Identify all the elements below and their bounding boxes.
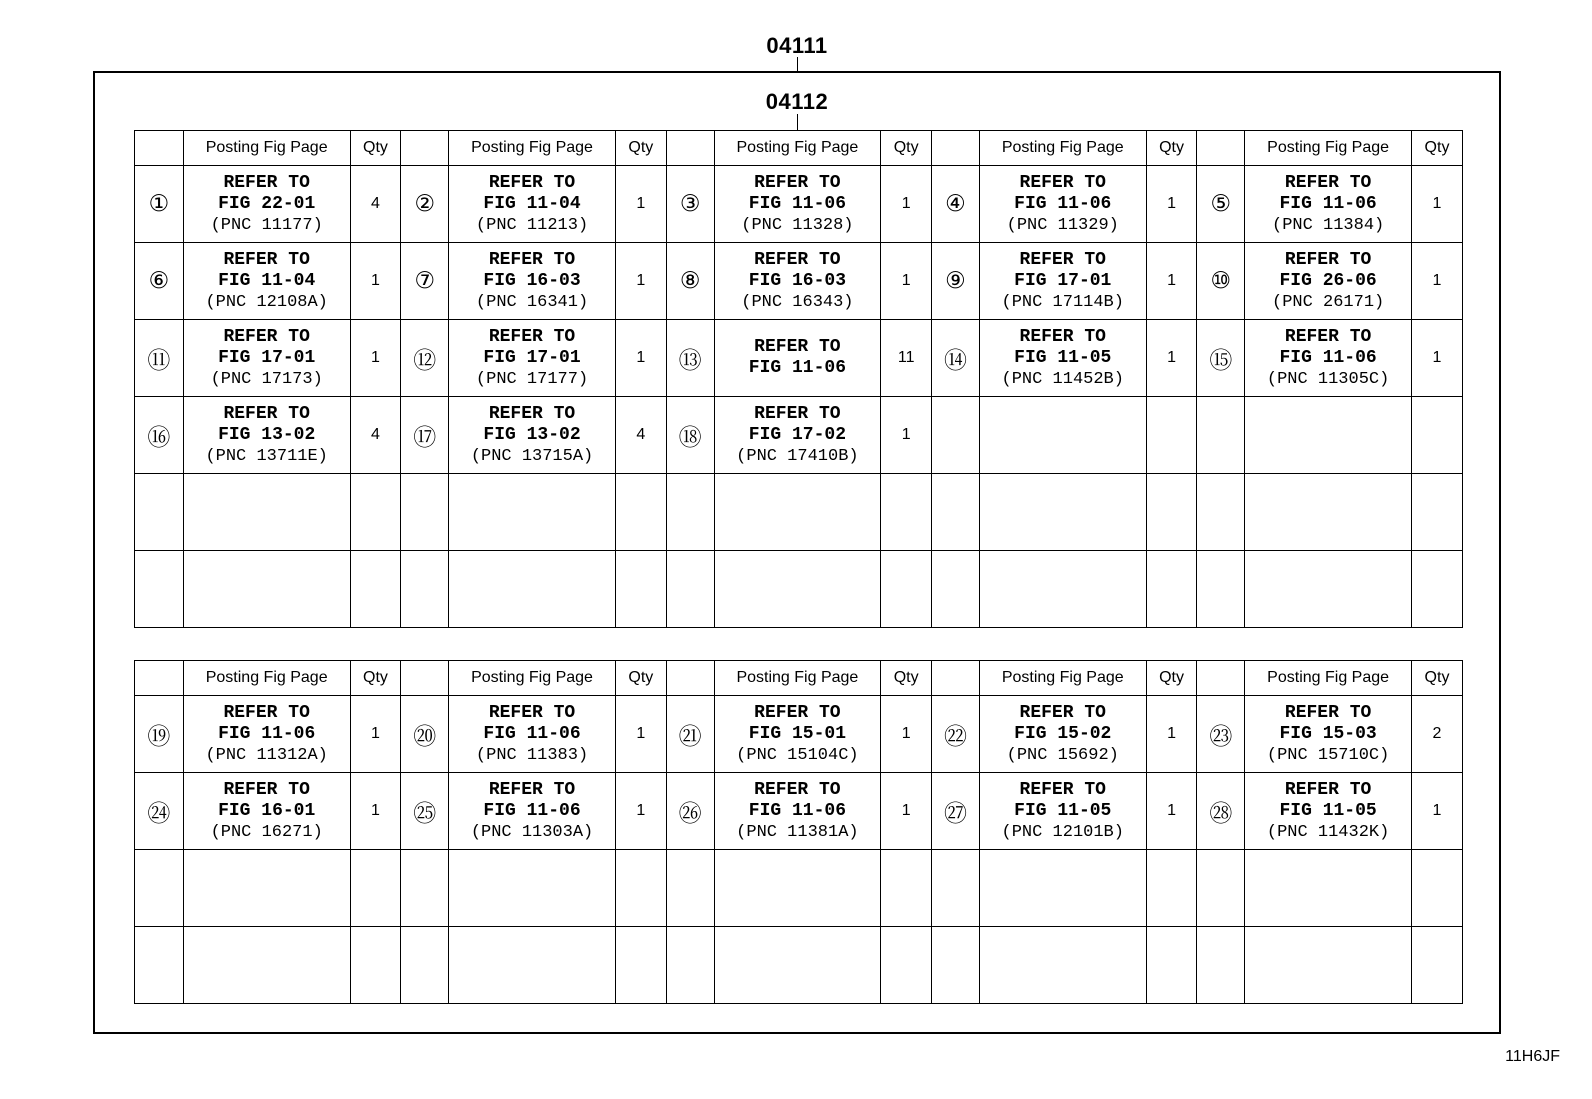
pnc-text: (PNC 11383) (475, 745, 589, 765)
qty-value: 2 (1411, 696, 1462, 773)
qty-value (615, 474, 666, 551)
callout-number (666, 927, 714, 1004)
callout-number: ⑪ (135, 320, 184, 397)
fig-page-text: FIG 15-03 (1279, 723, 1377, 744)
header-qty: Qty (1411, 661, 1462, 696)
pnc-text: (PNC 17114B) (1001, 292, 1124, 312)
refer-to-text: REFER TO (1019, 702, 1106, 723)
callout-number (401, 474, 449, 551)
refer-to-text: REFER TO (754, 249, 841, 270)
reference-cell (449, 850, 616, 927)
refer-to-text: REFER TO (223, 326, 310, 347)
qty-value (1411, 850, 1462, 927)
callout-number (1197, 850, 1245, 927)
reference-cell (1245, 397, 1412, 474)
pnc-text: (PNC 11303A) (470, 822, 594, 842)
header-qty: Qty (881, 661, 932, 696)
reference-cell (183, 166, 350, 243)
qty-value: 1 (881, 696, 932, 773)
pnc-text: (PNC 11381A) (736, 822, 859, 842)
callout-number (932, 927, 980, 1004)
fig-page-text: FIG 11-06 (483, 723, 581, 744)
qty-value (1411, 397, 1462, 474)
refer-to-text: REFER TO (223, 779, 310, 800)
reference-cell (449, 696, 616, 773)
reference-cell (979, 850, 1146, 927)
pnc-text: (PNC 11329) (1006, 215, 1119, 235)
qty-value: 1 (615, 773, 666, 850)
callout-number: ㉘ (1197, 773, 1245, 850)
table-row (135, 166, 1463, 243)
fig-page-text: FIG 13-02 (218, 424, 316, 445)
reference-cell (714, 474, 881, 551)
fig-page-text: FIG 16-03 (483, 270, 581, 291)
refer-to-text: REFER TO (223, 172, 310, 193)
refer-to-text: REFER TO (488, 172, 576, 193)
outer-part-label: 04111 (766, 33, 828, 58)
callout-number: ⑮ (1197, 320, 1245, 397)
reference-cell (714, 166, 881, 243)
qty-value (1411, 927, 1462, 1004)
qty-value (881, 474, 932, 551)
reference-cell (714, 850, 881, 927)
refer-to-text: REFER TO (1019, 172, 1106, 193)
header-posting-fig-page: Posting Fig Page (183, 131, 350, 166)
table-row (135, 320, 1463, 397)
header-qty: Qty (881, 131, 932, 166)
qty-value: 1 (881, 166, 932, 243)
header-posting-fig-page: Posting Fig Page (714, 131, 881, 166)
reference-cell (1245, 320, 1412, 397)
table-row (135, 397, 1463, 474)
qty-value (615, 850, 666, 927)
callout-number: ⑲ (135, 696, 184, 773)
callout-number: ③ (666, 166, 714, 243)
callout-number (135, 551, 184, 628)
reference-cell (1245, 474, 1412, 551)
qty-value (881, 551, 932, 628)
callout-number (932, 850, 980, 927)
qty-value: 1 (1146, 773, 1197, 850)
pnc-text: (PNC 16343) (741, 292, 854, 312)
reference-cell (183, 773, 350, 850)
callout-number (1197, 474, 1245, 551)
callout-number: ⑦ (401, 243, 449, 320)
qty-value (881, 850, 932, 927)
reference-cell (714, 397, 881, 474)
fig-page-text: FIG 11-06 (1014, 193, 1112, 214)
pnc-text: (PNC 26171) (1272, 292, 1385, 312)
reference-cell (183, 320, 350, 397)
reference-cell (449, 927, 616, 1004)
header-index-cell (401, 131, 449, 166)
callout-number (1197, 927, 1245, 1004)
qty-value (615, 551, 666, 628)
callout-number (666, 551, 714, 628)
header-index-cell (135, 661, 184, 696)
qty-value: 1 (1411, 243, 1462, 320)
qty-value: 1 (1146, 243, 1197, 320)
fig-page-text: FIG 13-02 (483, 424, 581, 445)
fig-page-text: FIG 22-01 (218, 193, 316, 214)
qty-value (1146, 850, 1197, 927)
callout-number: ① (135, 166, 184, 243)
qty-value: 1 (881, 243, 932, 320)
refer-to-text: REFER TO (1284, 249, 1372, 270)
callout-number (1197, 551, 1245, 628)
reference-cell (183, 474, 350, 551)
qty-value: 11 (881, 320, 932, 397)
fig-page-text: FIG 16-03 (748, 270, 846, 291)
pnc-text: (PNC 16341) (475, 292, 589, 312)
callout-number: ⑯ (135, 397, 184, 474)
qty-value: 1 (1411, 320, 1462, 397)
header-qty: Qty (1411, 131, 1462, 166)
reference-cell (183, 927, 350, 1004)
callout-number: ㉖ (666, 773, 714, 850)
callout-number: ㉓ (1197, 696, 1245, 773)
pnc-text: (PNC 11312A) (205, 745, 328, 765)
reference-cell (449, 474, 616, 551)
callout-number: ⑤ (1197, 166, 1245, 243)
callout-number: ㉔ (135, 773, 184, 850)
reference-cell (449, 166, 616, 243)
callout-number (401, 850, 449, 927)
pnc-text: (PNC 11177) (210, 215, 323, 235)
callout-number (932, 551, 980, 628)
qty-value: 1 (1146, 696, 1197, 773)
reference-cell (979, 551, 1146, 628)
callout-number: ⑱ (666, 397, 714, 474)
reference-cell (979, 927, 1146, 1004)
header-qty: Qty (615, 661, 666, 696)
fig-page-text: FIG 11-05 (1014, 347, 1112, 368)
qty-value: 4 (615, 397, 666, 474)
header-index-cell (135, 131, 184, 166)
fig-page-text: FIG 11-05 (1279, 800, 1377, 821)
qty-value: 1 (350, 320, 401, 397)
fig-page-text: FIG 17-01 (483, 347, 581, 368)
qty-value (350, 474, 401, 551)
pnc-text: (PNC 15692) (1006, 745, 1119, 765)
callout-number (666, 474, 714, 551)
pnc-text: (PNC 15104C) (736, 745, 859, 765)
pnc-text: (PNC 12101B) (1001, 822, 1124, 842)
refer-to-text: REFER TO (488, 702, 576, 723)
qty-value: 1 (615, 243, 666, 320)
fig-page-text: FIG 26-06 (1279, 270, 1377, 291)
header-index-cell (932, 131, 980, 166)
pnc-text: (PNC 13715A) (470, 446, 594, 466)
illustration-code: 11H6JF (1505, 1048, 1560, 1065)
pnc-text: (PNC 16271) (210, 822, 323, 842)
header-qty: Qty (615, 131, 666, 166)
callout-number: ⑧ (666, 243, 714, 320)
fig-page-text: FIG 11-04 (483, 193, 581, 214)
reference-cell (1245, 773, 1412, 850)
pnc-text: (PNC 17173) (210, 369, 323, 389)
qty-value: 1 (1411, 773, 1462, 850)
header-posting-fig-page: Posting Fig Page (183, 661, 350, 696)
header-posting-fig-page: Posting Fig Page (979, 131, 1146, 166)
header-index-cell (666, 131, 714, 166)
refer-to-text: REFER TO (488, 403, 576, 424)
fig-page-text: FIG 11-06 (748, 193, 846, 214)
callout-number: ⑨ (932, 243, 980, 320)
header-index-cell (666, 661, 714, 696)
pnc-text: (PNC 17410B) (736, 446, 859, 466)
qty-value (350, 850, 401, 927)
callout-number (666, 850, 714, 927)
header-qty: Qty (350, 661, 401, 696)
refer-to-text: REFER TO (223, 403, 310, 424)
refer-to-text: REFER TO (754, 702, 841, 723)
reference-cell (979, 243, 1146, 320)
reference-cell (449, 551, 616, 628)
header-row (135, 131, 1463, 166)
pnc-text: (PNC 11384) (1272, 215, 1385, 235)
callout-number (932, 397, 980, 474)
reference-cell (714, 927, 881, 1004)
refer-to-text: REFER TO (1019, 779, 1106, 800)
reference-cell (714, 696, 881, 773)
fig-page-text: FIG 11-06 (748, 358, 846, 378)
reference-cell (714, 773, 881, 850)
refer-to-text: REFER TO (1019, 249, 1106, 270)
header-qty: Qty (1146, 131, 1197, 166)
header-posting-fig-page: Posting Fig Page (714, 661, 881, 696)
refer-to-text: REFER TO (488, 326, 576, 347)
refer-to-text: REFER TO (1284, 702, 1372, 723)
pnc-text: (PNC 13711E) (205, 446, 328, 466)
fig-page-text: FIG 11-06 (1279, 347, 1377, 368)
refer-to-text: REFER TO (488, 779, 576, 800)
reference-cell (714, 243, 881, 320)
header-posting-fig-page: Posting Fig Page (1245, 131, 1412, 166)
reference-cell (979, 474, 1146, 551)
reference-cell (1245, 696, 1412, 773)
reference-cell (1245, 243, 1412, 320)
callout-number: ⑫ (401, 320, 449, 397)
fig-page-text: FIG 11-06 (218, 723, 316, 744)
fig-page-text: FIG 17-01 (1014, 270, 1112, 291)
pnc-text: (PNC 11305C) (1266, 369, 1390, 389)
header-index-cell (401, 661, 449, 696)
refer-to-text: REFER TO (1019, 326, 1106, 347)
reference-cell (1245, 551, 1412, 628)
table-row (135, 243, 1463, 320)
refer-to-text: REFER TO (754, 403, 841, 424)
callout-number: ㉕ (401, 773, 449, 850)
header-qty: Qty (350, 131, 401, 166)
table-row (135, 696, 1463, 773)
reference-cell (979, 397, 1146, 474)
table-row (135, 474, 1463, 551)
pnc-text: (PNC 11432K) (1266, 822, 1390, 842)
qty-value (350, 927, 401, 1004)
qty-value (1411, 551, 1462, 628)
qty-value: 4 (350, 166, 401, 243)
callout-number: ㉑ (666, 696, 714, 773)
qty-value: 1 (881, 773, 932, 850)
table-row (135, 850, 1463, 927)
header-posting-fig-page: Posting Fig Page (1245, 661, 1412, 696)
refer-to-text: REFER TO (1284, 326, 1372, 347)
fig-page-text: FIG 11-06 (1279, 193, 1377, 214)
fig-page-text: FIG 11-06 (748, 800, 846, 821)
header-posting-fig-page: Posting Fig Page (979, 661, 1146, 696)
pnc-text: (PNC 17177) (475, 369, 589, 389)
reference-cell (714, 320, 881, 397)
table-row (135, 927, 1463, 1004)
qty-value: 1 (1146, 166, 1197, 243)
header-index-cell (932, 661, 980, 696)
callout-number: ㉒ (932, 696, 980, 773)
pnc-text: (PNC 15710C) (1266, 745, 1390, 765)
reference-cell (449, 397, 616, 474)
refer-to-text: REFER TO (754, 172, 841, 193)
reference-cell (449, 320, 616, 397)
fig-page-text: FIG 11-05 (1014, 800, 1112, 821)
callout-number: ② (401, 166, 449, 243)
inner-leader-line (797, 114, 798, 130)
callout-number: ⑬ (666, 320, 714, 397)
reference-cell (183, 850, 350, 927)
reference-cell (979, 320, 1146, 397)
callout-number: ㉗ (932, 773, 980, 850)
callout-number: ⑥ (135, 243, 184, 320)
refer-to-text: REFER TO (223, 702, 310, 723)
qty-value (881, 927, 932, 1004)
callout-number: ④ (932, 166, 980, 243)
callout-number (135, 927, 184, 1004)
qty-value: 1 (615, 166, 666, 243)
reference-cell (449, 773, 616, 850)
header-index-cell (1197, 661, 1245, 696)
header-index-cell (1197, 131, 1245, 166)
pnc-text: (PNC 11328) (741, 215, 854, 235)
qty-value (1146, 551, 1197, 628)
reference-cell (183, 397, 350, 474)
callout-number: ⑳ (401, 696, 449, 773)
refer-to-text: REFER TO (754, 337, 841, 357)
reference-cell (183, 243, 350, 320)
outer-leader-line (797, 57, 798, 71)
fig-page-text: FIG 11-04 (218, 270, 316, 291)
callout-number: ⑭ (932, 320, 980, 397)
reference-cell (1245, 927, 1412, 1004)
fig-page-text: FIG 11-06 (483, 800, 581, 821)
reference-cell (1245, 850, 1412, 927)
refer-to-text: REFER TO (223, 249, 310, 270)
qty-value (350, 551, 401, 628)
callout-number (135, 474, 184, 551)
qty-value: 1 (615, 696, 666, 773)
callout-number (1197, 397, 1245, 474)
qty-value (1146, 474, 1197, 551)
qty-value: 4 (350, 397, 401, 474)
qty-value (1146, 397, 1197, 474)
qty-value: 1 (1411, 166, 1462, 243)
qty-value (1411, 474, 1462, 551)
callout-number (401, 551, 449, 628)
callout-number: ⑰ (401, 397, 449, 474)
refer-to-text: REFER TO (488, 249, 576, 270)
pnc-text: (PNC 11213) (475, 215, 589, 235)
refer-to-text: REFER TO (1284, 172, 1372, 193)
qty-value: 1 (350, 243, 401, 320)
reference-cell (979, 773, 1146, 850)
header-posting-fig-page: Posting Fig Page (449, 661, 616, 696)
reference-cell (1245, 166, 1412, 243)
qty-value: 1 (615, 320, 666, 397)
callout-number: ⑩ (1197, 243, 1245, 320)
reference-cell (979, 166, 1146, 243)
qty-value: 1 (1146, 320, 1197, 397)
inner-part-label: 04112 (765, 89, 829, 114)
pnc-text: (PNC 11452B) (1001, 369, 1124, 389)
qty-value (615, 927, 666, 1004)
reference-cell (183, 551, 350, 628)
reference-cell (714, 551, 881, 628)
callout-number (135, 850, 184, 927)
header-posting-fig-page: Posting Fig Page (449, 131, 616, 166)
callout-number (401, 927, 449, 1004)
header-qty: Qty (1146, 661, 1197, 696)
fig-page-text: FIG 16-01 (218, 800, 316, 821)
table-row (135, 551, 1463, 628)
reference-cell (183, 696, 350, 773)
fig-page-text: FIG 15-01 (748, 723, 846, 744)
fig-page-text: FIG 17-01 (218, 347, 316, 368)
reference-cell (449, 243, 616, 320)
reference-table-lower (134, 660, 1463, 1004)
refer-to-text: REFER TO (1284, 779, 1372, 800)
fig-page-text: FIG 15-02 (1014, 723, 1112, 744)
qty-value: 1 (881, 397, 932, 474)
header-row (135, 661, 1463, 696)
reference-table-upper (134, 130, 1463, 628)
fig-page-text: FIG 17-02 (748, 424, 846, 445)
qty-value: 1 (350, 773, 401, 850)
callout-number (932, 474, 980, 551)
qty-value (1146, 927, 1197, 1004)
refer-to-text: REFER TO (754, 779, 841, 800)
qty-value: 1 (350, 696, 401, 773)
table-row (135, 773, 1463, 850)
pnc-text: (PNC 12108A) (205, 292, 328, 312)
reference-cell (979, 696, 1146, 773)
